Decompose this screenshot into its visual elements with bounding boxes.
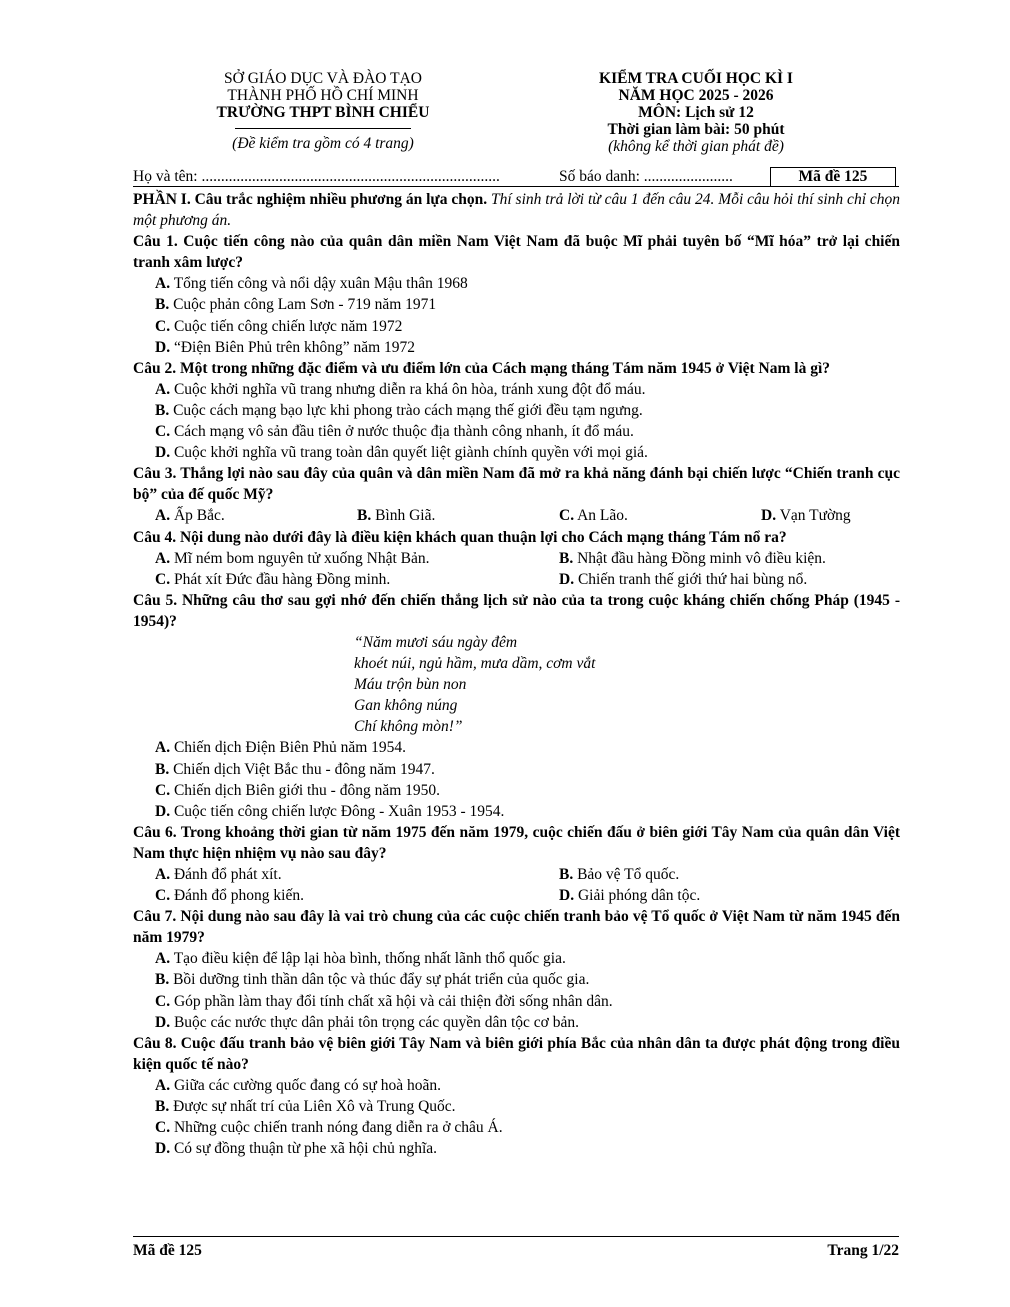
answer-options-row: [133, 885, 900, 906]
subject: MÔN: Lịch sử 12: [638, 104, 754, 121]
answer-option: B. Bảo vệ Tổ quốc.: [559, 866, 680, 883]
answer-option: D. Có sự đồng thuận từ phe xã hội chủ nghĩa.: [155, 1140, 437, 1158]
pages-note: (Đề kiểm tra gồm có 4 trang): [232, 135, 414, 152]
poem-line: Chí không mòn!”: [354, 718, 463, 736]
answer-options-row: [133, 569, 900, 590]
answer-option: D. Cuộc khởi nghĩa vũ trang toàn dân quyết liệt giành chính quyền với mọi giá.: [155, 444, 648, 462]
header-right: [580, 70, 812, 155]
answer-option: B. Bồi dưỡng tinh thần dân tộc và thúc đẩy sự phát triển của quốc gia.: [155, 971, 590, 989]
answer-option: C. Đánh đổ phong kiến.: [155, 887, 304, 905]
answer-options-row: [133, 864, 900, 885]
question-stem: Câu 5. Những câu thơ sau gợi nhớ đến chiến thắng lịch sử nào của ta trong cuộc kháng chiến chống Pháp (1945 - 1954)?: [133, 591, 900, 630]
answer-option: A. Đánh đổ phát xít.: [155, 866, 282, 883]
answer-option: B. Được sự nhất trí của Liên Xô và Trung Quốc.: [155, 1098, 456, 1116]
exam-code-box: Mã đề 125: [770, 167, 896, 187]
question-stem: Câu 2. Một trong những đặc điểm và ưu điểm lớn của Cách mạng tháng Tám năm 1945 ở Việt Nam là gì?: [133, 359, 831, 377]
exam-content: [133, 189, 900, 1159]
student-name-field: Họ và tên: .............................................................................: [133, 168, 500, 185]
header-divider: [235, 128, 411, 129]
exam-duration: Thời gian làm bài: 50 phút: [607, 121, 785, 138]
answer-option: B. Cuộc phản công Lam Sơn - 719 năm 1971: [155, 296, 437, 314]
answer-options-row: [133, 505, 900, 526]
answer-option: B. Cuộc cách mạng bạo lực khi phong trào cách mạng thế giới đều tạm ngưng.: [155, 401, 643, 419]
school-name: TRƯỜNG THPT BÌNH CHIỂU: [216, 104, 430, 121]
part1-instruction: Thí sinh trả lời từ câu 1 đến câu 24. Mỗi câu hỏi thí sinh chỉ chọn một phương án.: [133, 191, 901, 230]
answer-option: C. Chiến dịch Biên giới thu - đông năm 1950.: [155, 781, 441, 799]
duration-note: (không kể thời gian phát đề): [608, 138, 784, 155]
answer-options-row: [133, 548, 900, 569]
question-stem: Câu 6. Trong khoảng thời gian từ năm 1975 đến năm 1979, cuộc chiến đấu ở biên giới Tây Nam của quân dân Việt Nam thực hiện nhiệm vụ nào sau đây?: [133, 823, 900, 862]
question-stem: Câu 4. Nội dung nào dưới đây là điều kiện khách quan thuận lợi cho Cách mạng tháng Tám nổ ra?: [133, 528, 787, 546]
poem-line: khoét núi, ngủ hầm, mưa dầm, cơm vắt: [354, 655, 596, 673]
answer-option: D. “Điện Biên Phủ trên không” năm 1972: [155, 338, 416, 356]
question-stem: Câu 8. Cuộc đấu tranh bảo vệ biên giới Tây Nam và biên giới phía Bắc của nhân dân ta được phát động trong điều kiện quốc tế nào?: [133, 1034, 900, 1073]
answer-option: C. Cuộc tiến công chiến lược năm 1972: [155, 317, 403, 335]
answer-option: C. Phát xít Đức đầu hàng Đồng minh.: [155, 570, 391, 588]
question-stem: Câu 7. Nội dung nào sau đây là vai trò chung của các cuộc chiến tranh bảo vệ Tổ quốc ở Việt Nam từ năm 1945 đến năm 1979?: [133, 908, 900, 947]
poem-line: Gan không núng: [354, 697, 458, 715]
footer-page-number: Trang 1/22: [827, 1242, 899, 1259]
poem-excerpt: [133, 632, 900, 737]
header-left: [184, 70, 462, 152]
header-rule: [133, 186, 899, 187]
answer-option: A. Mĩ ném bom nguyên tử xuống Nhật Bản.: [155, 549, 430, 567]
answer-option: D. Buộc các nước thực dân phải tôn trọng các quyền dân tộc cơ bản.: [155, 1013, 580, 1031]
answer-option: A. Tạo điều kiện để lập lại hòa bình, thống nhất lãnh thổ quốc gia.: [155, 950, 566, 968]
answer-option: D. Chiến tranh thế giới thứ hai bùng nổ.: [559, 570, 808, 588]
poem-line: “Năm mươi sáu ngày đêm: [354, 633, 518, 651]
part1-heading: [133, 189, 900, 231]
answer-option: C. Góp phần làm thay đổi tính chất xã hội và cải thiện đời sống nhân dân.: [155, 992, 613, 1010]
exam-title: KIỂM TRA CUỐI HỌC KÌ I: [599, 70, 793, 87]
answer-option: A. Tổng tiến công và nổi dậy xuân Mậu thân 1968: [155, 275, 468, 293]
answer-option: C. Những cuộc chiến tranh nóng đang diễn ra ở châu Á.: [155, 1119, 503, 1137]
answer-option: A. Giữa các cường quốc đang có sự hoà hoãn.: [155, 1076, 442, 1094]
department-name: SỞ GIÁO DỤC VÀ ĐÀO TẠO: [224, 70, 422, 87]
answer-option: C. An Lão.: [559, 507, 628, 525]
answer-option: D. Cuộc tiến công chiến lược Đông - Xuân 1953 - 1954.: [155, 802, 505, 820]
school-year: NĂM HỌC 2025 - 2026: [618, 87, 774, 104]
answer-option: D. Vạn Tường: [761, 507, 851, 525]
answer-option: A. Ấp Bắc.: [155, 507, 225, 525]
footer-exam-code: Mã đề 125: [133, 1242, 202, 1259]
footer-rule: [133, 1236, 899, 1237]
answer-option: C. Cách mạng vô sản đầu tiên ở nước thuộc địa thành công nhanh, ít đổ máu.: [155, 423, 634, 441]
city-name: THÀNH PHỐ HỒ CHÍ MINH: [227, 87, 419, 104]
answer-option: B. Chiến dịch Việt Bắc thu - đông năm 1947.: [155, 760, 435, 778]
student-id-field: Số báo danh: .......................: [559, 168, 733, 185]
answer-option: B. Bình Giã.: [357, 507, 436, 525]
answer-option: A. Chiến dịch Điện Biên Phủ năm 1954.: [155, 739, 406, 757]
answer-option: D. Giải phóng dân tộc.: [559, 887, 701, 905]
student-info-row: [133, 167, 900, 187]
question-stem: Câu 3. Thắng lợi nào sau đây của quân và dân miền Nam đã mở ra khả năng đánh bại chiến lược “Chiến tranh cục bộ” của đế quốc Mỹ?: [133, 465, 900, 504]
answer-option: B. Nhật đầu hàng Đồng minh vô điều kiện.: [559, 549, 826, 567]
answer-option: A. Cuộc khởi nghĩa vũ trang nhưng diễn ra khá ôn hòa, tránh xung đột đổ máu.: [155, 380, 646, 398]
poem-line: Máu trộn bùn non: [354, 676, 467, 694]
question-stem: Câu 1. Cuộc tiến công nào của quân dân miền Nam Việt Nam đã buộc Mĩ phải tuyên bố “Mĩ hóa” trở lại chiến tranh xâm lược?: [133, 233, 900, 272]
part1-title: PHẦN I. Câu trắc nghiệm nhiều phương án lựa chọn.: [133, 191, 488, 208]
